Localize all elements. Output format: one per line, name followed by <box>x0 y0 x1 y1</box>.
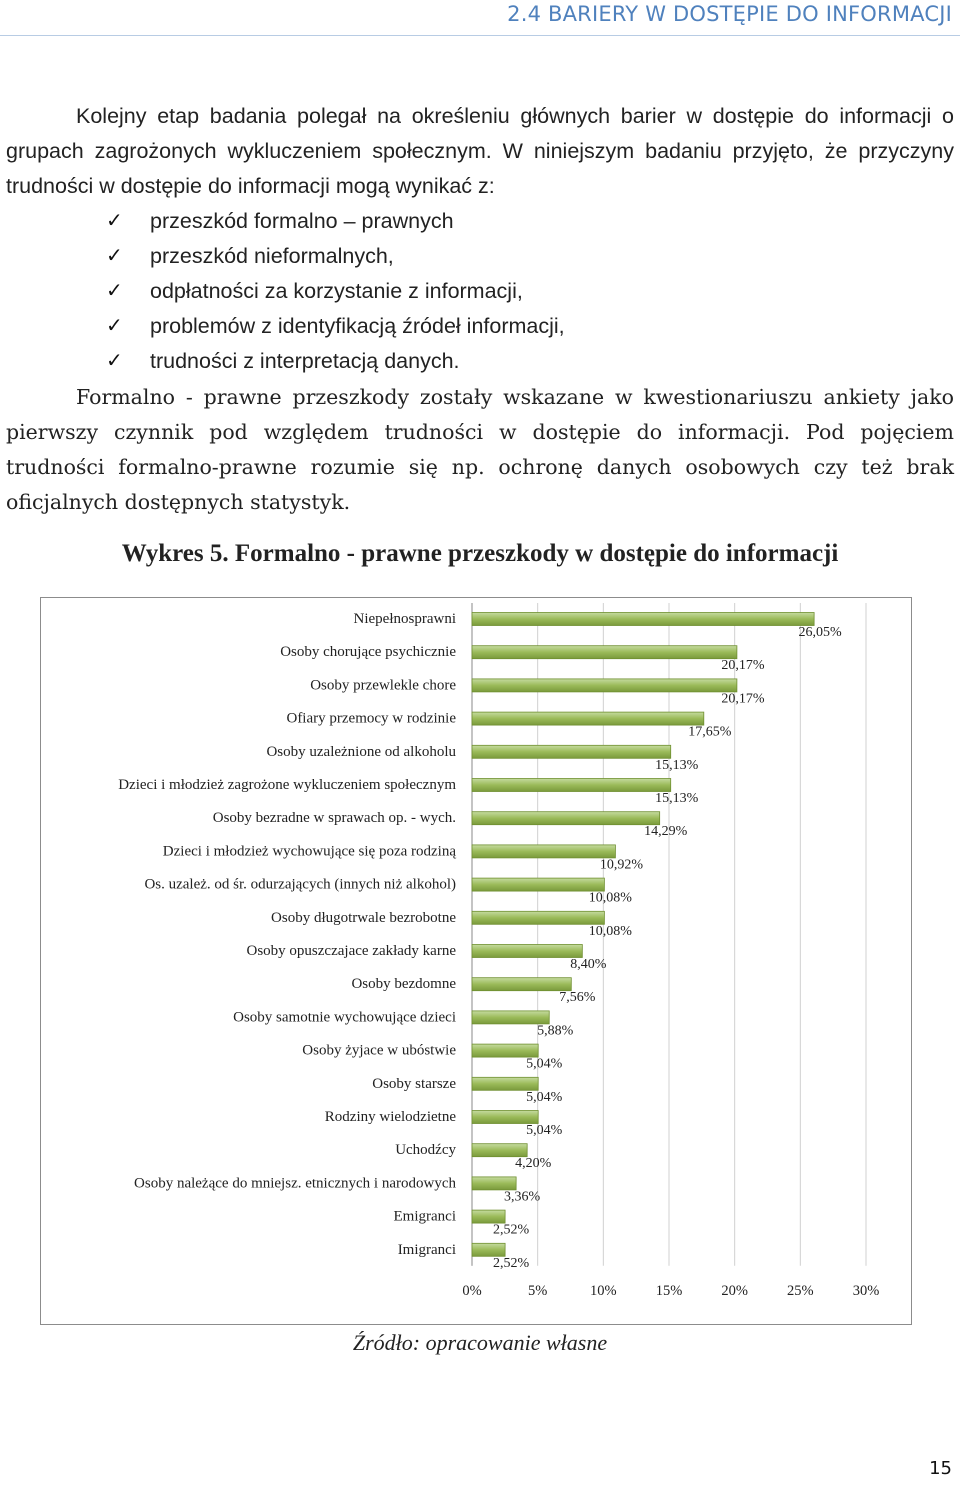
bar-chart <box>41 598 911 1324</box>
data-label: 20,17% <box>721 691 765 707</box>
list-item-text: trudności z interpretacją danych. <box>150 349 460 373</box>
list-item-text: problemów z identyfikacją źródeł informacji, <box>150 314 565 338</box>
data-label: 17,65% <box>688 724 732 740</box>
source-note: Źródło: opracowanie własne <box>352 1330 608 1355</box>
category-label: Osoby opuszczajace zakłady karne <box>246 943 456 959</box>
data-label: 10,92% <box>599 857 644 873</box>
data-label: 5,04% <box>526 1123 563 1138</box>
data-label: 5,04% <box>526 1089 563 1105</box>
data-label: 5,88% <box>537 1023 574 1039</box>
x-tick-label: 20% <box>721 1282 748 1299</box>
list-item <box>106 309 565 344</box>
list-item-text: przeszkód nieformalnych, <box>150 244 394 268</box>
bar <box>472 779 671 792</box>
data-label: 26,05% <box>798 625 842 640</box>
data-label: 8,40% <box>570 957 607 972</box>
list-item <box>106 239 565 274</box>
category-label: Os. uzależ. od śr. odurzających (innych niż alkohol) <box>144 876 456 893</box>
data-label: 2,52% <box>493 1222 530 1238</box>
data-label: 2,52% <box>493 1255 530 1271</box>
data-label: 3,36% <box>504 1189 541 1205</box>
data-label: 15,13% <box>655 757 699 773</box>
data-label: 10,08% <box>588 923 632 939</box>
checkmark-icon: ✓ <box>106 350 123 372</box>
section-title: 2.4 BARIERY W DOSTĘPIE DO INFORMACJI <box>507 2 952 26</box>
list-item <box>106 344 565 379</box>
bar <box>472 679 737 692</box>
bar <box>472 712 704 725</box>
bar <box>472 911 604 924</box>
explanation-text: Formalno - prawne przeszkody zostały wskazane w kwestionariuszu ankiety jako pierwszy czynnik pod względem trudności w dostępie do informacji. Pod pojęciem trudności formalno-prawne rozumie się np. ochronę danych osobowych czy też brak oficjalnych dostępnych statystyk. <box>6 385 954 514</box>
category-label: Emigranci <box>393 1208 456 1225</box>
category-label: Osoby uzależnione od alkoholu <box>266 743 456 760</box>
page-header <box>0 0 960 36</box>
bar <box>472 646 737 659</box>
category-label: Ofiary przemocy w rodzinie <box>286 710 456 727</box>
list-item-text: odpłatności za korzystanie z informacji, <box>150 279 523 303</box>
checkmark-icon: ✓ <box>106 280 123 302</box>
intro-paragraph <box>6 99 954 204</box>
figure-label: Wykres 5. <box>121 540 229 567</box>
category-label: Imigranci <box>397 1241 456 1258</box>
category-label: Dzieci i młodzież wychowujące się poza rodziną <box>162 843 456 860</box>
checkmark-icon: ✓ <box>106 210 123 232</box>
data-label: 14,29% <box>644 824 688 840</box>
category-label: Osoby żyjace w ubóstwie <box>302 1042 456 1059</box>
bar <box>472 878 604 891</box>
bar <box>472 1243 505 1256</box>
figure-title <box>0 540 960 568</box>
category-label: Osoby chorujące psychicznie <box>280 644 456 661</box>
bar <box>472 613 814 626</box>
reasons-list <box>106 204 565 379</box>
data-label: 5,04% <box>526 1056 563 1072</box>
list-item <box>106 204 565 239</box>
bar <box>472 945 582 958</box>
category-label: Osoby bezradne w sprawach op. - wych. <box>212 810 456 827</box>
bar <box>472 1044 538 1057</box>
category-label: Osoby należące do mniejsz. etnicznych i narodowych <box>134 1175 456 1192</box>
bar <box>472 845 615 858</box>
checkmark-icon: ✓ <box>106 315 123 337</box>
list-item-text: przeszkód formalno – prawnych <box>150 209 454 233</box>
x-tick-label: 25% <box>787 1282 814 1299</box>
category-label: Rodziny wielodzietne <box>324 1109 456 1125</box>
category-label: Osoby bezdomne <box>351 976 456 993</box>
page-number: 15 <box>929 1458 952 1479</box>
figure-caption: Formalno - prawne przeszkody w dostępie do informacji <box>234 540 839 567</box>
x-tick-label: 5% <box>527 1282 548 1299</box>
category-label: Osoby samotnie wychowujące dzieci <box>233 1009 456 1026</box>
bar <box>472 1177 516 1190</box>
category-label: Osoby długotrwale bezrobotne <box>271 909 456 926</box>
data-label: 10,08% <box>588 890 632 906</box>
bar <box>472 1011 549 1024</box>
bar <box>472 978 571 991</box>
category-label: Osoby starsze <box>372 1075 456 1092</box>
explanation-paragraph <box>6 380 954 520</box>
data-label: 15,13% <box>655 791 699 806</box>
bar <box>472 1111 538 1124</box>
intro-text: Kolejny etap badania polegał na określeniu głównych barier w dostępie do informacji o grupach zagrożonych wykluczeniem społecznym. W niniejszym badaniu przyjęto, że przyczyny trudności w dostępie do informacji mogą wynikać z: <box>6 104 954 198</box>
x-tick-label: 30% <box>852 1282 880 1299</box>
x-tick-label: 15% <box>655 1282 683 1299</box>
bar <box>472 745 671 758</box>
x-tick-label: 0% <box>462 1282 482 1299</box>
category-label: Osoby przewlekle chore <box>310 677 456 694</box>
bar <box>472 1144 527 1157</box>
data-label: 20,17% <box>721 658 765 674</box>
category-label: Uchodźcy <box>395 1142 456 1159</box>
bar <box>472 1077 538 1090</box>
chart-frame <box>40 597 912 1325</box>
data-label: 7,56% <box>559 990 596 1006</box>
list-item <box>106 274 565 309</box>
checkmark-icon: ✓ <box>106 245 123 267</box>
category-label: Dzieci i młodzież zagrożone wykluczeniem społecznym <box>118 777 456 793</box>
category-label: Niepełnosprawni <box>353 611 456 627</box>
bar <box>472 812 660 825</box>
data-label: 4,20% <box>515 1156 552 1172</box>
x-tick-label: 10% <box>590 1282 617 1299</box>
header-rule <box>0 35 960 36</box>
bar <box>472 1210 505 1223</box>
